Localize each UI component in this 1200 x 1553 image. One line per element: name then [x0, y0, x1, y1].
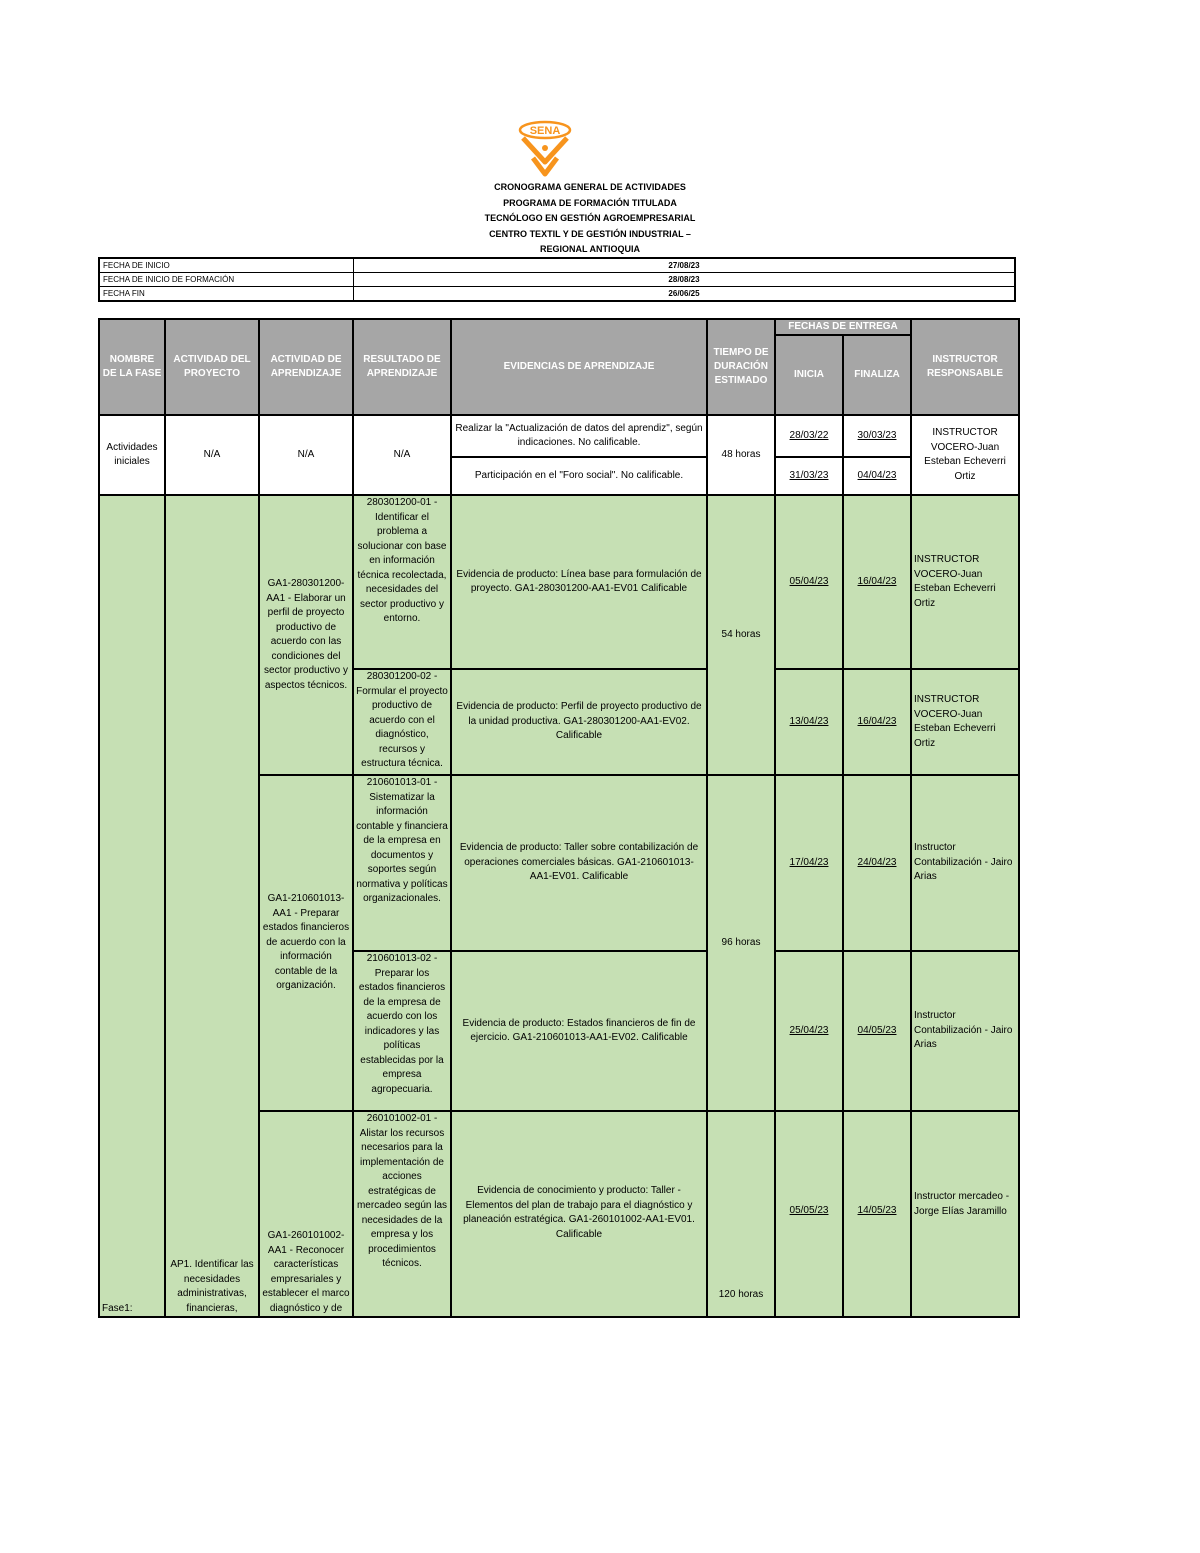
resultado-cell — [353, 1111, 451, 1317]
fase-label: Fase1: — [102, 1302, 133, 1314]
schedule-table — [98, 318, 1020, 1318]
tiempo-cell: 54 horas — [707, 495, 775, 775]
info-label: FECHA DE INICIO DE FORMACIÓN — [99, 273, 354, 287]
instructor-cell: INSTRUCTOR VOCERO-Juan Esteban Echeverri Ortiz — [911, 495, 1019, 669]
resultado-cell — [353, 669, 451, 775]
tiempo-cell: 96 horas — [707, 775, 775, 1111]
finaliza-cell: 04/05/23 — [843, 951, 911, 1111]
finaliza-cell: 30/03/23 — [843, 415, 911, 457]
evidencia-cell: Participación en el "Foro social". No calificable. — [451, 457, 707, 495]
header-row — [99, 319, 1019, 335]
evidencia-text: Evidencia de conocimiento y producto: Taller - Elementos del plan de trabajo para el diagnóstico y planeación estratégica. GA1-260101002-AA1-EV01. Calificable — [463, 1185, 695, 1240]
document-header — [300, 180, 880, 258]
evidencia-cell: Evidencia de producto: Línea base para formulación de proyecto. GA1-280301200-AA1-EV01 Calificable — [451, 495, 707, 669]
resultado-text: 260101002-01 - Alistar los recursos necesarios para la implementación de acciones estratégicas de mercadeo según las necesidades de la empresa y los procedimientos técnicos. — [356, 1113, 448, 1269]
resultado-cell: 280301200-01 - Identificar el problema a solucionar con base en información técnica recolectada, necesidades del sector productivo y entorno. — [353, 495, 451, 669]
resultado-cell: N/A — [353, 415, 451, 495]
actividad-proyecto-cell: N/A — [165, 415, 259, 495]
header-actividad-aprendizaje: ACTIVIDAD DE APRENDIZAJE — [259, 319, 353, 415]
inicia-cell: 05/04/23 — [775, 495, 843, 669]
evidencia-cell: Evidencia de producto: Perfil de proyecto productivo de la unidad productiva. GA1-280301200-AA1-EV02. Calificable — [451, 669, 707, 775]
finaliza-cell: 16/04/23 — [843, 669, 911, 775]
resultado-cell: 210601013-01 - Sistematizar la información contable y financiera de la empresa en documentos y soportes según normativa y políticas organizacionales. — [353, 775, 451, 951]
info-value: 26/06/25 — [354, 287, 1016, 302]
info-row — [99, 258, 1015, 273]
finaliza-text: 14/05/23 — [857, 1205, 897, 1216]
finaliza-cell: 04/04/23 — [843, 457, 911, 495]
header-tiempo: TIEMPO DE DURACIÓN ESTIMADO — [707, 319, 775, 415]
actividad-aprendizaje-cell: N/A — [259, 415, 353, 495]
header-line-2: PROGRAMA DE FORMACIÓN TITULADA — [503, 197, 677, 208]
header-fase: NOMBRE DE LA FASE — [99, 319, 165, 415]
instructor-cell: Instructor Contabilización - Jairo Arias — [911, 951, 1019, 1111]
header-instructor: INSTRUCTOR RESPONSABLE — [911, 319, 1019, 415]
actividad-proyecto-cell — [165, 495, 259, 1317]
tiempo-cell — [707, 1111, 775, 1317]
fase-cell: Actividades iniciales — [99, 415, 165, 495]
inicia-cell: 25/04/23 — [775, 951, 843, 1111]
inicia-cell: 31/03/23 — [775, 457, 843, 495]
header-line-3: TECNÓLOGO EN GESTIÓN AGROEMPRESARIAL — [484, 213, 696, 224]
header-finaliza: FINALIZA — [843, 335, 911, 415]
finaliza-cell: 24/04/23 — [843, 775, 911, 951]
info-value: 28/08/23 — [354, 273, 1016, 287]
header-evidencias: EVIDENCIAS DE APRENDIZAJE — [451, 319, 707, 415]
inicia-cell: 13/04/23 — [775, 669, 843, 775]
logo-text: SENA — [529, 125, 561, 137]
inicia-cell: 28/03/22 — [775, 415, 843, 457]
header-actividad-proyecto: ACTIVIDAD DEL PROYECTO — [165, 319, 259, 415]
instructor-cell — [911, 1111, 1019, 1317]
info-row — [99, 273, 1015, 287]
evidencia-cell: Realizar la "Actualización de datos del aprendiz", según indicaciones. No calificable. — [451, 415, 707, 457]
evidencia-cell: Evidencia de producto: Taller sobre contabilización de operaciones comerciales básicas. GA1-210601013-AA1-EV01. Calificable — [451, 775, 707, 951]
inicia-cell — [775, 1111, 843, 1317]
header-fechas: FECHAS DE ENTREGA — [775, 319, 911, 335]
finaliza-cell — [843, 1111, 911, 1317]
info-row — [99, 287, 1015, 302]
header-inicia: INICIA — [775, 335, 843, 415]
fase-cell — [99, 495, 165, 1317]
actividad-proyecto-label: AP1. Identificar las necesidades administrativas, financieras, — [170, 1259, 254, 1314]
tiempo-text: 120 horas — [718, 1288, 764, 1300]
header-line-5: REGIONAL ANTIOQUIA — [539, 244, 640, 255]
tiempo-cell: 48 horas — [707, 415, 775, 495]
actividad-aprendizaje-cell: GA1-280301200-AA1 - Elaborar un perfil de proyecto productivo de acuerdo con las condiciones del sector productivo y aspectos técnicos. — [259, 495, 353, 775]
info-label: FECHA FIN — [99, 287, 354, 302]
actividad-aprendizaje-cell: GA1-210601013-AA1 - Preparar estados financieros de acuerdo con la información contable de la organización. — [259, 775, 353, 1111]
instructor-cell: INSTRUCTOR VOCERO-Juan Esteban Echeverri Ortiz — [911, 669, 1019, 775]
finaliza-cell: 16/04/23 — [843, 495, 911, 669]
info-label: FECHA DE INICIO — [99, 258, 354, 273]
actividad-aprendizaje-label: GA1-260101002-AA1 - Reconocer características empresariales y establecer el marco diagnóstico y de — [262, 1230, 350, 1314]
instructor-cell: Instructor Contabilización - Jairo Arias — [911, 775, 1019, 951]
sena-logo — [515, 118, 575, 178]
table-row — [99, 415, 1019, 457]
actividad-aprendizaje-cell — [259, 1111, 353, 1317]
header-resultado: RESULTADO DE APRENDIZAJE — [353, 319, 451, 415]
evidencia-cell: Evidencia de producto: Estados financieros de fin de ejercicio. GA1-210601013-AA1-EV02. Calificable — [451, 951, 707, 1111]
evidencia-cell — [451, 1111, 707, 1317]
dates-info-table — [98, 257, 1016, 302]
header-line-4: CENTRO TEXTIL Y DE GESTIÓN INDUSTRIAL – — [489, 228, 691, 239]
resultado-text: 280301200-02 - Formular el proyecto productivo de acuerdo con el diagnóstico, recursos y estructura técnica. — [356, 671, 448, 769]
actividad-aprendizaje-text — [262, 1112, 350, 1316]
inicia-text: 05/05/23 — [789, 1205, 829, 1216]
info-value: 27/08/23 — [354, 258, 1016, 273]
header-line-1: CRONOGRAMA GENERAL DE ACTIVIDADES — [494, 182, 686, 192]
instructor-cell: INSTRUCTOR VOCERO-Juan Esteban Echeverri Ortiz — [911, 415, 1019, 495]
resultado-cell: 210601013-02 - Preparar los estados financieros de la empresa de acuerdo con los indicadores y las políticas establecidas por la empresa agropecuaria. — [353, 951, 451, 1111]
table-row — [99, 495, 1019, 669]
inicia-cell: 17/04/23 — [775, 775, 843, 951]
instructor-text: Instructor mercadeo -Jorge Elías Jaramillo — [914, 1191, 1010, 1217]
